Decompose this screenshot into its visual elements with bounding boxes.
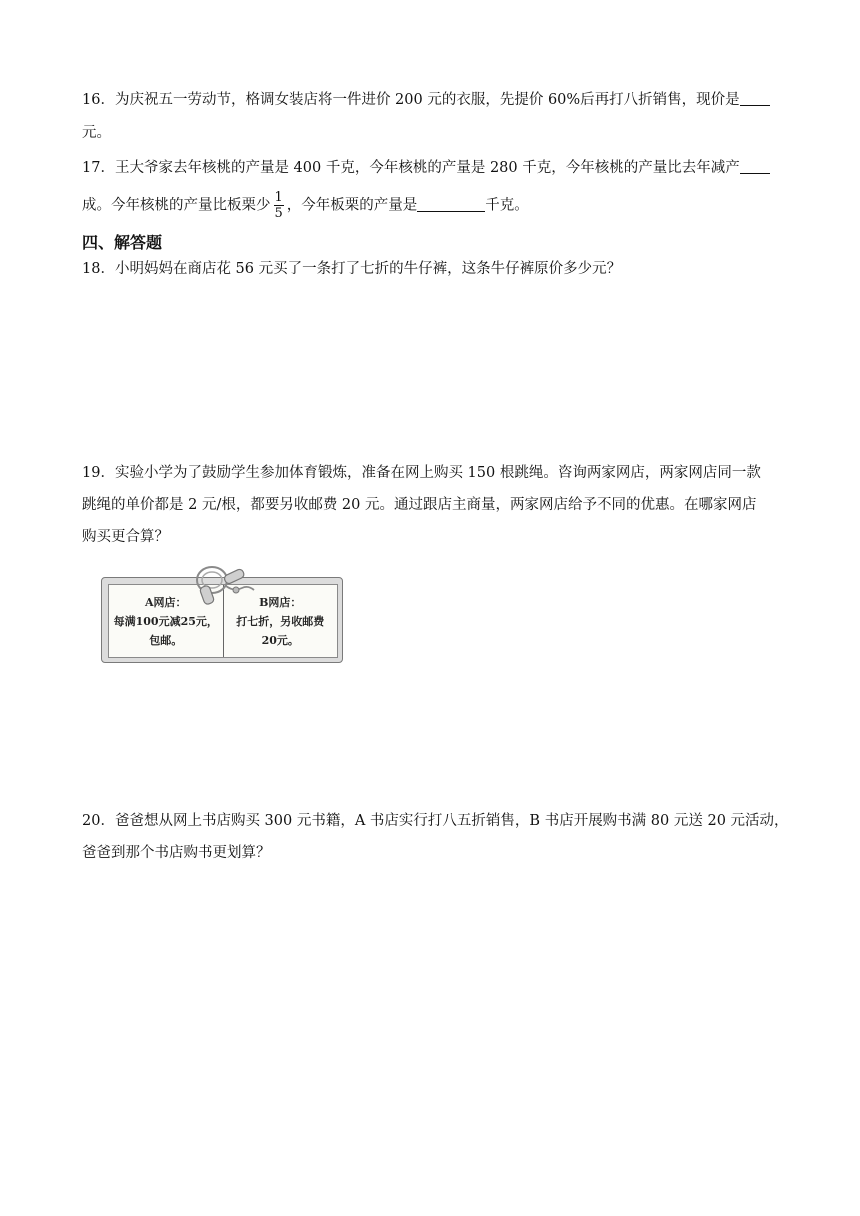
q17-line1: 17．王大爷家去年核桃的产量是 400 千克，今年核桃的产量是 280 千克，今年核桃的产量比去年减产 bbox=[82, 158, 770, 178]
shop-b-offer: 打七折，另收邮费 bbox=[236, 614, 325, 628]
q20-line2: 爸爸到那个书店购书更划算？ bbox=[82, 845, 271, 861]
q17-line2: 成。今年核桃的产量比板栗少 $\frac{1}{5}$ ，今年板栗的产量是 千克。 bbox=[82, 190, 529, 221]
q17-answer-blank-1[interactable] bbox=[740, 159, 770, 174]
jump-rope-icon bbox=[190, 560, 260, 606]
section-heading: 四、解答题 bbox=[82, 233, 163, 252]
shop-a-shipping: 包邮。 bbox=[149, 633, 183, 647]
q17-answer-blank-2[interactable] bbox=[417, 197, 485, 212]
q19-line1: 19．实验小学为了鼓励学生参加体育锻炼，准备在网上购买 150 根跳绳。咨询两家网店，两家网店同一款 bbox=[82, 465, 761, 481]
shop-b-shipping: 20元。 bbox=[261, 633, 299, 647]
q19-line3: 购买更合算？ bbox=[82, 529, 169, 545]
shop-a-offer: 每满100元减25元， bbox=[113, 614, 218, 628]
q18-text: 18．小明妈妈在商店花 56 元买了一条打了七折的牛仔裤，这条牛仔裤原价多少元？ bbox=[82, 261, 622, 277]
q17-fraction: $\frac{1}{5}$ bbox=[274, 190, 283, 221]
shop-b-title: B网店： bbox=[259, 595, 302, 609]
q16-line2: 元。 bbox=[82, 125, 111, 141]
q19-line2: 跳绳的单价都是 2 元/根，都要另收邮费 20 元。通过跟店主商量，两家网店给予不同的优惠。在哪家网店 bbox=[82, 497, 757, 513]
q16-line1: 16．为庆祝五一劳动节，格调女装店将一件进价 200 元的衣服，先提价 60%后再打八折销售，现价是 bbox=[82, 90, 770, 110]
shop-a-title: A网店： bbox=[144, 595, 187, 609]
q16-answer-blank[interactable] bbox=[740, 91, 770, 106]
q20-line1: 20．爸爸想从网上书店购买 300 元书籍，A 书店实行打八五折销售，B 书店开展购书满 80 元送 20 元活动， bbox=[82, 813, 789, 829]
